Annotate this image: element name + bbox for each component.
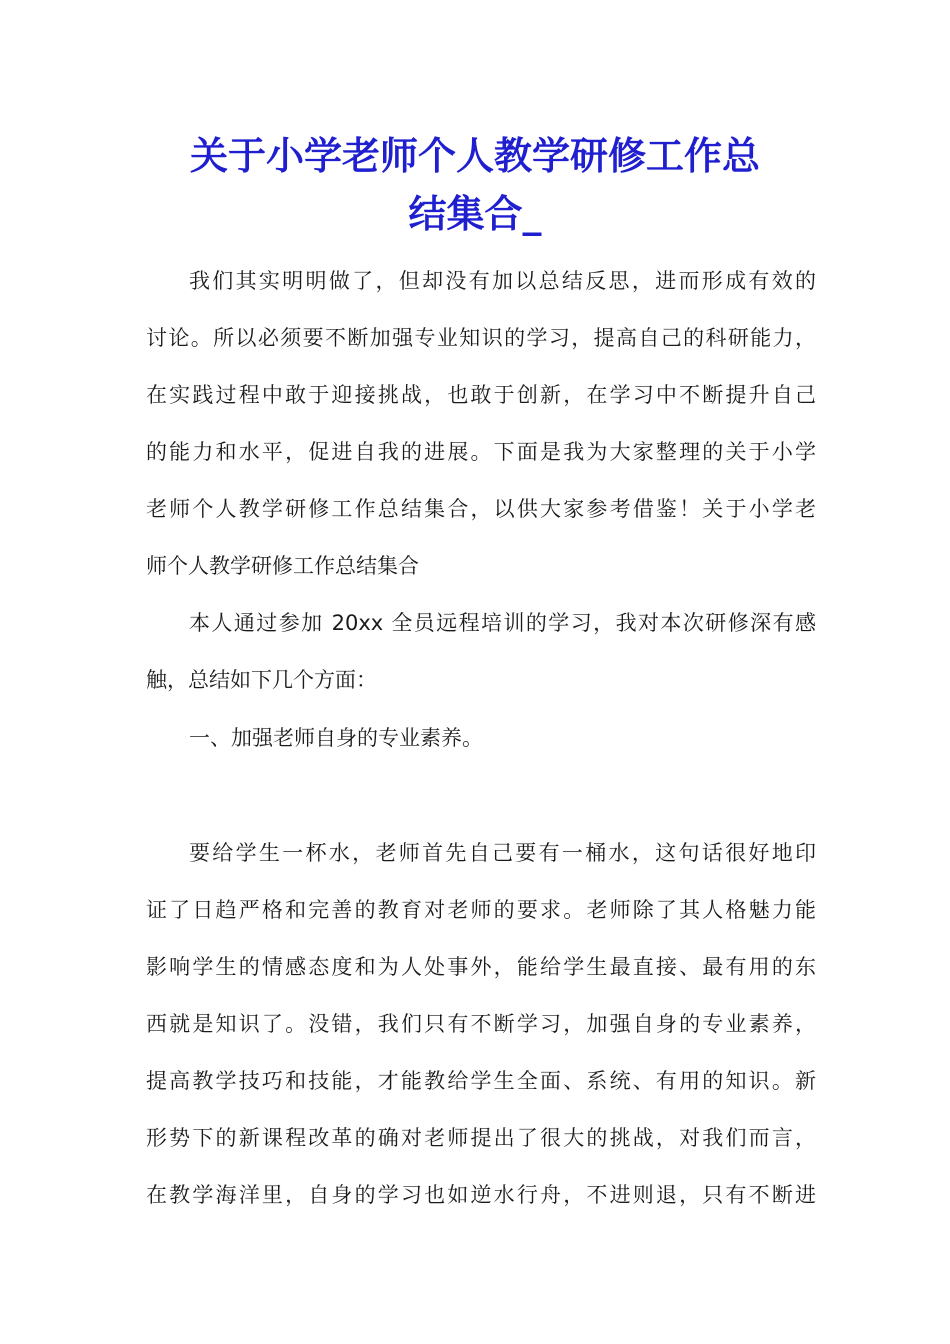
paragraph-line: 影响学生的情感态度和为人处事外，能给学生最直接、最有用的东 (146, 955, 816, 979)
paragraph-line: 形势下的新课程改革的确对老师提出了很大的挑战，对我们而言， (146, 1126, 816, 1150)
paragraph-line: 本人通过参加 20xx 全员远程培训的学习，我对本次研修深有感 (189, 611, 816, 635)
paragraph-line: 证了日趋严格和完善的教育对老师的要求。老师除了其人格魅力能 (146, 898, 816, 922)
paragraph-line: 师个人教学研修工作总结集合 (146, 554, 419, 578)
paragraph-line: 在实践过程中敢于迎接挑战，也敢于创新，在学习中不断提升自己 (146, 383, 816, 407)
paragraph-line: 的能力和水平，促进自我的进展。下面是我为大家整理的关于小学 (146, 440, 816, 464)
paragraph-line: 提高教学技巧和技能，才能教给学生全面、系统、有用的知识。新 (146, 1069, 816, 1093)
paragraph-line: 讨论。所以必须要不断加强专业知识的学习，提高自己的科研能力， (146, 326, 816, 350)
document-title-line-1: 关于小学老师个人教学研修工作总 (189, 133, 760, 178)
paragraph-line: 在教学海洋里，自身的学习也如逆水行舟，不进则退，只有不断进 (146, 1183, 816, 1207)
paragraph-line: 触，总结如下几个方面： (146, 668, 377, 692)
document-title-line-2: 结集合_ (408, 191, 542, 236)
paragraph-line: 老师个人教学研修工作总结集合，以供大家参考借鉴！关于小学老 (146, 497, 816, 521)
paragraph-line: 要给学生一杯水，老师首先自己要有一桶水，这句话很好地印 (189, 841, 816, 865)
paragraph-line: 我们其实明明做了，但却没有加以总结反思，进而形成有效的 (189, 269, 816, 293)
paragraph-line: 西就是知识了。没错，我们只有不断学习，加强自身的专业素养， (146, 1012, 816, 1036)
section-heading: 一、加强老师自身的专业素养。 (189, 726, 483, 750)
